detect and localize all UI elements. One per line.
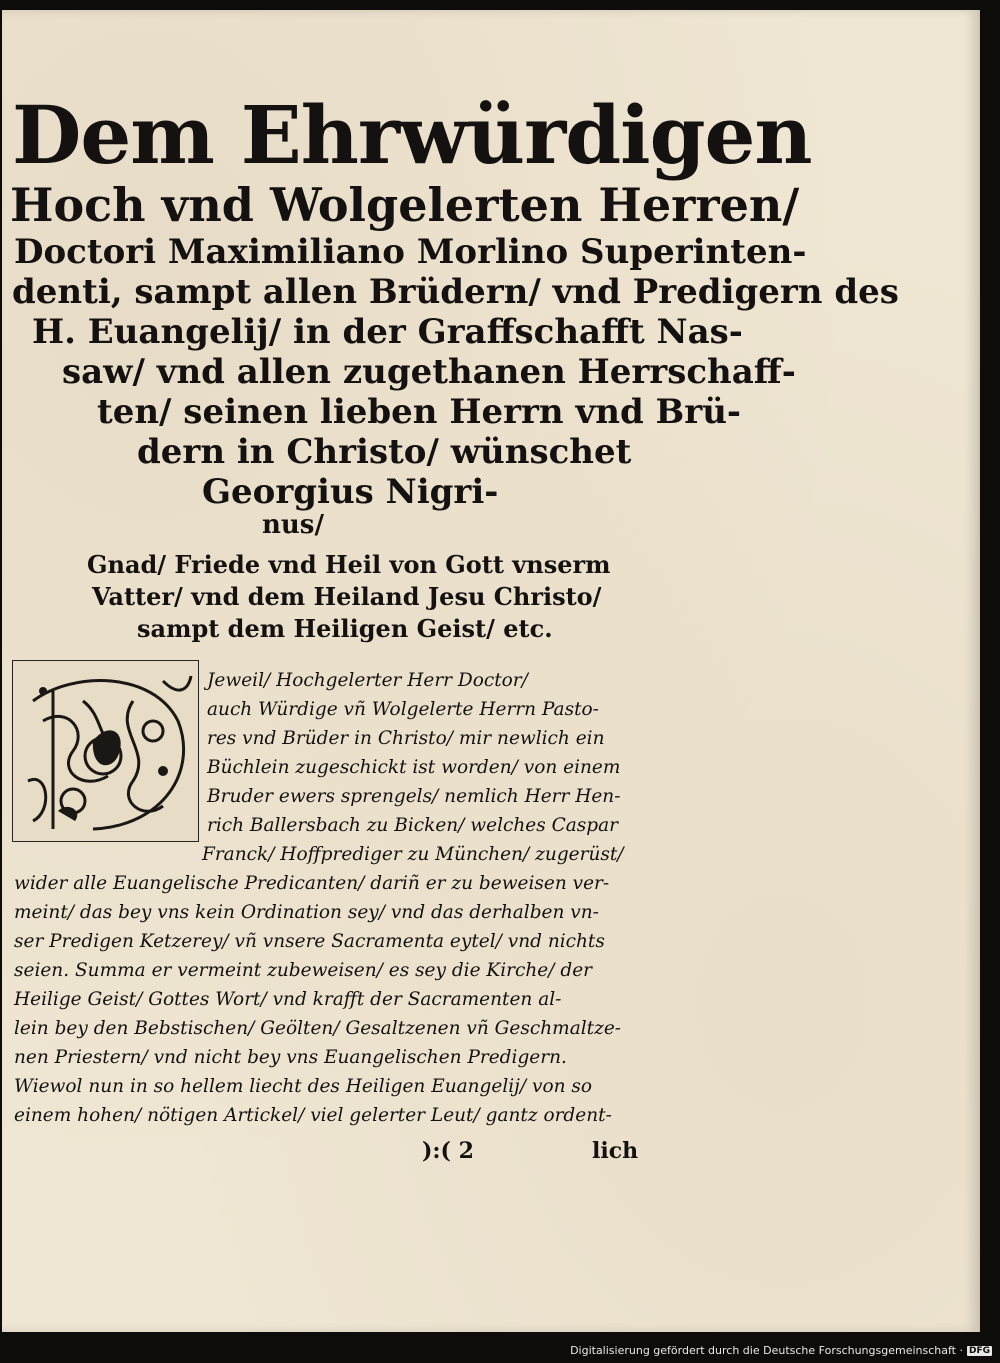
address-line: denti, sampt allen Brüdern/ vnd Predigern des	[12, 272, 899, 312]
decorated-initial-d-icon	[12, 660, 199, 842]
signature-mark: ):( 2	[422, 1138, 474, 1164]
address-line: Hoch vnd Wolgelerten Herren/	[10, 178, 800, 232]
body-line: Franck/ Hoffprediger zu München/ zugerüst/	[202, 844, 624, 865]
address-line: saw/ vnd allen zugethanen Herrschaff-	[62, 352, 796, 392]
body-line: wider alle Euangelische Predicanten/ dariñ er zu beweisen ver-	[14, 873, 610, 894]
body-line: Jeweil/ Hochgelerter Herr Doctor/	[207, 670, 528, 691]
address-line: H. Euangelij/ in der Graffschafft Nas-	[32, 312, 743, 352]
body-line: Büchlein zugeschickt ist worden/ von einem	[207, 757, 621, 778]
body-line: Bruder ewers sprengels/ nemlich Herr Hen-	[207, 786, 621, 807]
address-line: Doctori Maximiliano Morlino Superinten-	[14, 232, 807, 272]
address-line: ten/ seinen lieben Herrn vnd Brü-	[97, 392, 742, 432]
footer-credit	[570, 1344, 992, 1357]
body-line: lein bey den Bebstischen/ Geölten/ Gesaltzenen vñ Geschmaltze-	[14, 1018, 622, 1039]
footer-text: Digitalisierung gefördert durch die Deutsche Forschungsgemeinschaft ·	[570, 1344, 963, 1357]
page-title: Dem Ehrwürdigen	[12, 88, 812, 182]
body-line: seien. Summa er vermeint zubeweisen/ es sey die Kirche/ der	[14, 960, 592, 981]
address-line: Georgius Nigri-	[202, 472, 499, 512]
catchword: lich	[592, 1138, 639, 1164]
greeting-line: sampt dem Heiligen Geist/ etc.	[137, 614, 553, 643]
body-line: ser Predigen Ketzerey/ vñ vnsere Sacramenta eytel/ vnd nichts	[14, 931, 605, 952]
body-line: Wiewol nun in so hellem liecht des Heiligen Euangelij/ von so	[14, 1076, 593, 1097]
greeting-line: Gnad/ Friede vnd Heil von Gott vnserm	[87, 550, 611, 579]
body-line: einem hohen/ nötigen Artickel/ viel gelerter Leut/ gantz ordent-	[14, 1105, 612, 1126]
dfg-logo-icon: DFG	[968, 1345, 990, 1356]
body-line: res vnd Brüder in Christo/ mir newlich ein	[207, 728, 605, 749]
body-line: meint/ das bey vns kein Ordination sey/ vnd das derhalben vn-	[14, 902, 599, 923]
book-page	[2, 10, 980, 1332]
body-line: auch Würdige vñ Wolgelerte Herrn Pasto-	[207, 699, 599, 720]
body-line: rich Ballersbach zu Bicken/ welches Caspar	[207, 815, 618, 836]
address-line: dern in Christo/ wünschet	[137, 432, 632, 472]
address-line: nus/	[262, 510, 324, 540]
greeting-line: Vatter/ vnd dem Heiland Jesu Christo/	[92, 582, 602, 611]
body-line: nen Priestern/ vnd nicht bey vns Euangelischen Predigern.	[14, 1047, 567, 1068]
body-line: Heilige Geist/ Gottes Wort/ vnd krafft der Sacramenten al-	[14, 989, 562, 1010]
